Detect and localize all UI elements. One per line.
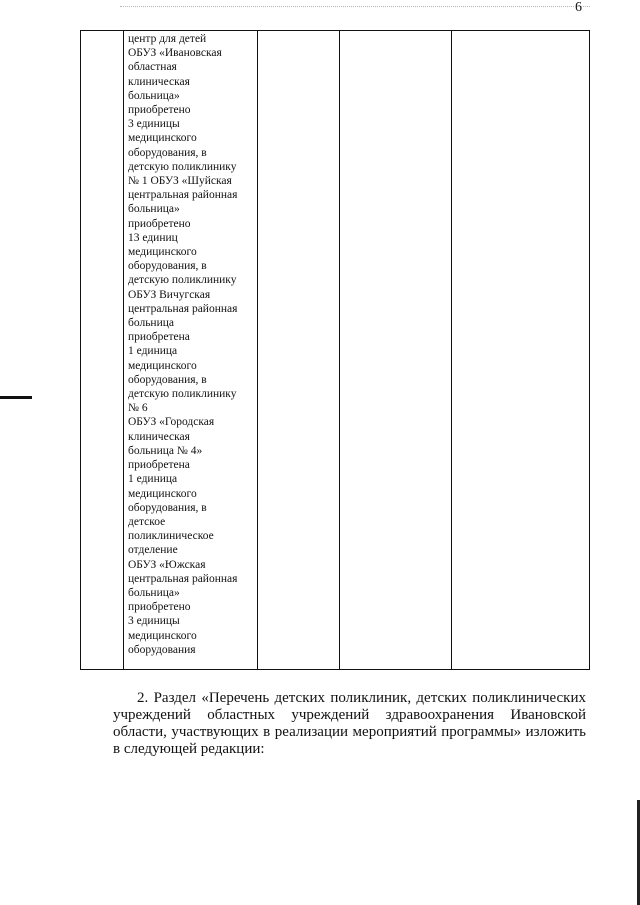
document-table: [80, 30, 590, 670]
column-divider-3: [339, 31, 340, 669]
table-cell-text: центр для детей ОБУЗ «Ивановская областная клиническая больница» приобретено 3 единицы медицинского оборудования, в детскую поликлинику № 1 ОБУЗ «Шуйская центральная районная больница» приобретено 13 единиц медицинского оборудования, в детскую поликлинику ОБУЗ Вичугская центральная районная больница приобретена 1 единица медицинского оборудования, в детскую поликлинику № 6 ОБУЗ «Городская клиническая больница № 4» приобретена 1 единица медицинского оборудования, в детское поликлиническое отделение ОБУЗ «Южская центральная районная больница» приобретено 3 единицы медицинского оборудования: [128, 33, 238, 656]
document-paragraph: 2. Раздел «Перечень детских поликлиник, детских поликлинических учреждений областных учреждений здравоохранения Ивановской области, участвующих в реализации мероприятий программы» изложить в следующей редакции:: [113, 690, 586, 757]
scan-dots: [120, 6, 590, 8]
margin-mark: [0, 396, 32, 399]
page-number: 6: [575, 0, 582, 15]
column-divider-1: [123, 31, 124, 669]
column-divider-4: [451, 31, 452, 669]
